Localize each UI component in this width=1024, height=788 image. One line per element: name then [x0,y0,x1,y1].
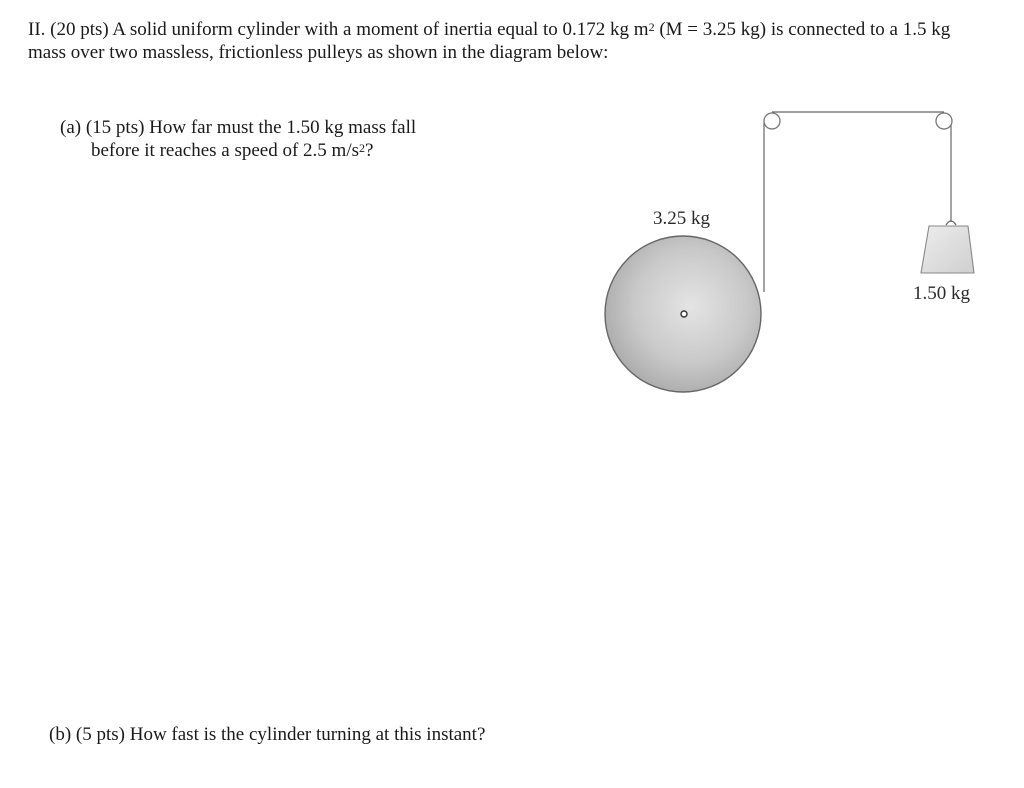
question-mark: ? [365,140,374,161]
squared-superscript: 2 [648,20,655,34]
part-a-line-1: (a) (15 pts) How far must the 1.50 kg mass fall [60,117,417,138]
mass-hook [946,221,956,225]
hanging-mass-label: 1.50 kg [913,283,970,304]
cylinder-mass-label: 3.25 kg [653,208,710,229]
squared-superscript: 2 [359,141,366,155]
part-a-line-2-text: before it reaches a speed of 2.5 m/s [91,140,360,161]
cylinder-axle [681,311,687,317]
hanging-mass [921,226,974,273]
problem-statement-text-continued: (M = 3.25 kg) is connected to a 1.5 kg mass over two massless, frictionless pulleys as shown in the diagram below: [28,19,951,63]
part-b-text: (b) (5 pts) How fast is the cylinder turning at this instant? [49,724,486,745]
problem-statement-text: II. (20 pts) A solid uniform cylinder with a moment of inertia equal to 0.172 kg m [28,19,649,40]
left-pulley [764,113,780,129]
right-pulley [936,113,952,129]
